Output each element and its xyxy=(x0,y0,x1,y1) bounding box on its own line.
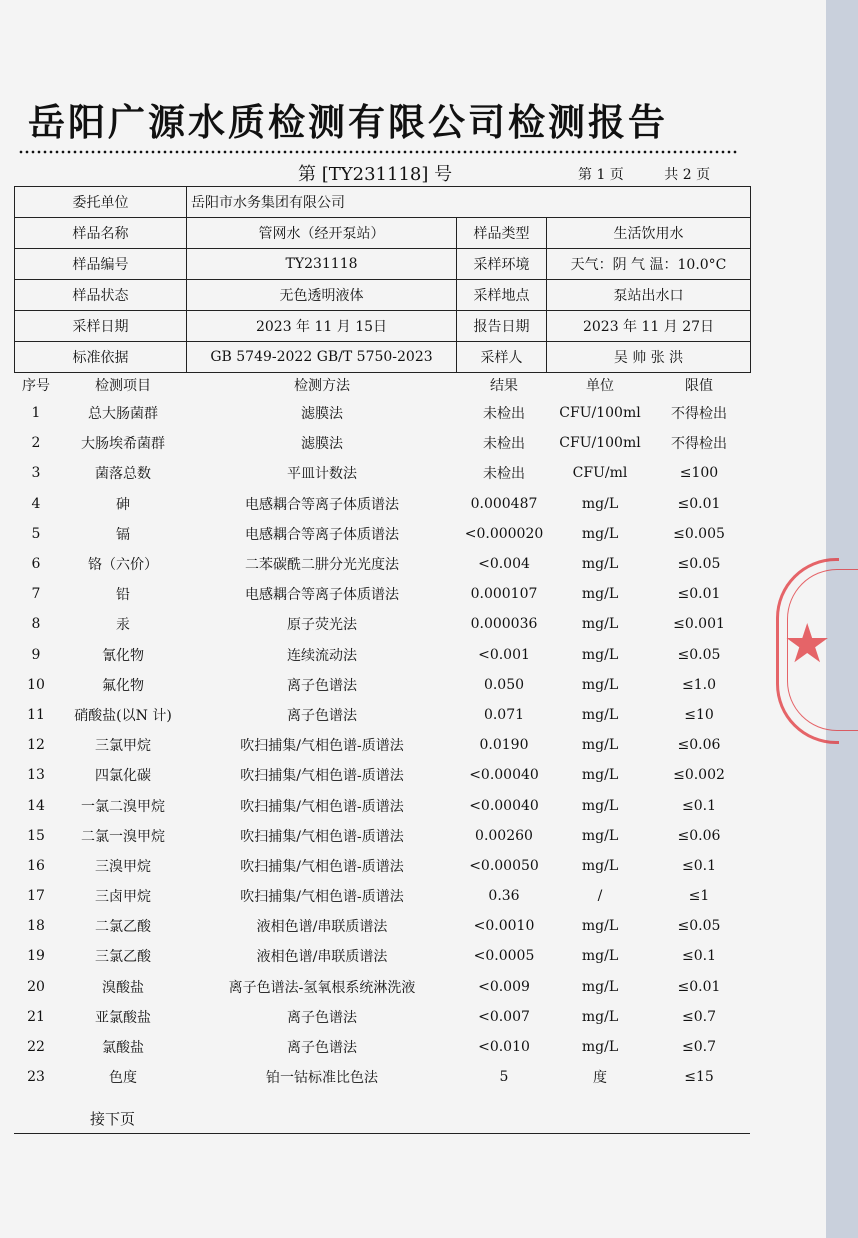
table-row xyxy=(14,760,750,790)
standard-label: 标准依据 xyxy=(15,342,187,373)
table-row xyxy=(14,489,750,519)
cell-item: 色度 xyxy=(109,1070,137,1087)
cell-unit: mg/L xyxy=(581,586,619,603)
cell-no: 23 xyxy=(27,1069,45,1086)
table-row xyxy=(14,730,750,760)
cell-result: <0.00040 xyxy=(469,767,539,784)
company-seal xyxy=(776,558,839,744)
cell-no: 8 xyxy=(31,616,41,633)
sample-info-table xyxy=(14,186,751,373)
cell-method: 吹扫捕集/气相色谱-质谱法 xyxy=(240,768,404,785)
cell-limit: ≤1 xyxy=(688,888,710,905)
cell-result: <0.001 xyxy=(478,646,530,663)
table-row xyxy=(14,790,750,820)
sample-type-value: 生活饮用水 xyxy=(547,218,751,249)
cell-method: 电感耦合等离子体质谱法 xyxy=(245,526,399,543)
cell-no: 19 xyxy=(27,948,45,965)
table-row xyxy=(14,881,750,911)
cell-no: 18 xyxy=(27,918,45,935)
cell-result: 未检出 xyxy=(483,466,525,483)
table-row xyxy=(14,428,750,458)
cell-limit: ≤100 xyxy=(679,465,719,482)
header-limit: 限值 xyxy=(685,378,713,394)
cell-no: 11 xyxy=(27,706,45,723)
table-row xyxy=(14,911,750,941)
cell-result: 0.00260 xyxy=(475,827,533,844)
results-body xyxy=(14,398,750,1092)
cell-limit: ≤0.06 xyxy=(677,827,721,844)
cell-no: 21 xyxy=(27,1008,45,1025)
cell-method: 离子色谱法-氢氧根系统淋洗液 xyxy=(228,979,416,996)
cell-result: <0.0005 xyxy=(473,948,535,965)
table-row xyxy=(14,549,750,579)
cell-unit: mg/L xyxy=(581,857,619,874)
table-row xyxy=(14,821,750,851)
cell-no: 1 xyxy=(31,405,41,422)
continued-note: 接下页 xyxy=(90,1110,136,1128)
sample-id-value: TY231118 xyxy=(187,249,457,280)
cell-no: 20 xyxy=(27,978,45,995)
cell-item: 硝酸盐(以N 计) xyxy=(74,707,172,724)
cell-no: 17 xyxy=(27,888,45,905)
cell-item: 氯酸盐 xyxy=(102,1040,144,1057)
sample-name-value: 管网水（经开泵站） xyxy=(187,218,457,249)
cell-method: 离子色谱法 xyxy=(287,707,357,724)
cell-unit: mg/L xyxy=(581,767,619,784)
cell-limit: 不得检出 xyxy=(671,436,727,453)
cell-method: 吹扫捕集/气相色谱-质谱法 xyxy=(240,738,404,755)
cell-unit: mg/L xyxy=(581,525,619,542)
cell-method: 离子色谱法 xyxy=(287,1040,357,1057)
cell-method: 原子荧光法 xyxy=(287,617,357,634)
cell-result: <0.010 xyxy=(478,1039,530,1056)
cell-limit: ≤15 xyxy=(684,1069,714,1086)
cell-limit: ≤0.1 xyxy=(682,797,716,814)
info-row-sample-name xyxy=(15,218,751,249)
cell-method: 电感耦合等离子体质谱法 xyxy=(245,587,399,604)
cell-limit: ≤0.05 xyxy=(677,646,721,663)
results-header-row xyxy=(14,372,750,398)
cell-result: 0.000107 xyxy=(470,586,538,603)
header-item: 检测项目 xyxy=(95,378,151,394)
bottom-rule xyxy=(14,1133,750,1134)
sample-id-label: 样品编号 xyxy=(15,249,187,280)
cell-method: 电感耦合等离子体质谱法 xyxy=(245,496,399,513)
cell-limit: ≤0.01 xyxy=(677,978,721,995)
cell-unit: mg/L xyxy=(581,1008,619,1025)
table-row xyxy=(14,670,750,700)
sampling-date-value: 2023 年 11 月 15日 xyxy=(187,311,457,342)
cell-item: 亚氯酸盐 xyxy=(95,1009,151,1026)
cell-result: 0.0190 xyxy=(479,737,529,754)
cell-item: 铅 xyxy=(116,587,130,604)
sample-name-label: 样品名称 xyxy=(15,218,187,249)
cell-method: 平皿计数法 xyxy=(287,466,357,483)
cell-limit: ≤0.1 xyxy=(682,857,716,874)
cell-method: 连续流动法 xyxy=(287,647,357,664)
cell-item: 氟化物 xyxy=(102,677,144,694)
table-row xyxy=(14,851,750,881)
cell-method: 离子色谱法 xyxy=(287,1009,357,1026)
table-row xyxy=(14,579,750,609)
table-row xyxy=(14,1002,750,1032)
page-info xyxy=(578,164,710,184)
cell-method: 吹扫捕集/气相色谱-质谱法 xyxy=(240,858,404,875)
cell-result: 0.000036 xyxy=(470,616,538,633)
table-row xyxy=(14,1032,750,1062)
cell-unit: mg/L xyxy=(581,918,619,935)
cell-no: 4 xyxy=(31,495,41,512)
cell-result: <0.009 xyxy=(478,978,530,995)
sampler-value: 吴 帅 张 洪 xyxy=(547,342,751,373)
sample-state-label: 样品状态 xyxy=(15,280,187,311)
cell-method: 吹扫捕集/气相色谱-质谱法 xyxy=(240,828,404,845)
table-row xyxy=(14,640,750,670)
client-label: 委托单位 xyxy=(15,187,187,218)
cell-no: 7 xyxy=(31,586,41,603)
cell-result: <0.007 xyxy=(478,1008,530,1025)
cell-result: <0.00040 xyxy=(469,797,539,814)
cell-result: 未检出 xyxy=(483,436,525,453)
cell-unit: mg/L xyxy=(581,797,619,814)
cell-limit: ≤0.005 xyxy=(673,525,725,542)
cell-limit: 不得检出 xyxy=(671,406,727,423)
cell-method: 离子色谱法 xyxy=(287,677,357,694)
table-row xyxy=(14,609,750,639)
cell-item: 镉 xyxy=(116,526,130,543)
cell-item: 一氯二溴甲烷 xyxy=(81,798,165,815)
cell-unit: CFU/100ml xyxy=(559,435,641,452)
cell-result: <0.0010 xyxy=(473,918,535,935)
table-row xyxy=(14,941,750,971)
cell-no: 3 xyxy=(31,465,41,482)
cell-no: 5 xyxy=(31,525,41,542)
cell-unit: / xyxy=(597,888,603,905)
sample-state-value: 无色透明液体 xyxy=(187,280,457,311)
cell-unit: CFU/100ml xyxy=(559,405,641,422)
cell-limit: ≤0.7 xyxy=(682,1008,716,1025)
cell-unit: mg/L xyxy=(581,495,619,512)
table-row xyxy=(14,458,750,488)
cell-no: 10 xyxy=(27,676,45,693)
cell-method: 液相色谱/串联质谱法 xyxy=(256,919,388,936)
cell-result: 0.050 xyxy=(483,676,525,693)
cell-unit: CFU/ml xyxy=(572,465,628,482)
cell-unit: mg/L xyxy=(581,1039,619,1056)
sampling-date-label: 采样日期 xyxy=(15,311,187,342)
cell-no: 2 xyxy=(31,435,41,452)
cell-result: <0.00050 xyxy=(469,857,539,874)
report-date-label: 报告日期 xyxy=(457,311,547,342)
sample-type-label: 样品类型 xyxy=(457,218,547,249)
cell-result: <0.000020 xyxy=(464,525,544,542)
page-current: 第 1 页 xyxy=(578,167,624,183)
cell-no: 13 xyxy=(27,767,45,784)
report-number: 第 [TY231118] 号 xyxy=(298,164,453,185)
cell-method: 二苯碳酰二肼分光光度法 xyxy=(245,557,399,574)
info-row-sample-id xyxy=(15,249,751,280)
cell-limit: ≤0.001 xyxy=(673,616,725,633)
info-row-dates xyxy=(15,311,751,342)
cell-unit: 度 xyxy=(593,1070,607,1087)
seal-star-icon: ★ xyxy=(783,612,832,675)
sampling-site-label: 采样地点 xyxy=(457,280,547,311)
cell-item: 铬（六价） xyxy=(88,557,158,574)
cell-unit: mg/L xyxy=(581,646,619,663)
cell-limit: ≤0.05 xyxy=(677,918,721,935)
table-row xyxy=(14,398,750,428)
cell-method: 滤膜法 xyxy=(301,406,343,423)
cell-limit: ≤0.1 xyxy=(682,948,716,965)
cell-unit: mg/L xyxy=(581,948,619,965)
cell-no: 15 xyxy=(27,827,45,844)
cell-item: 二氯一溴甲烷 xyxy=(81,828,165,845)
table-row xyxy=(14,519,750,549)
cell-unit: mg/L xyxy=(581,706,619,723)
cell-item: 溴酸盐 xyxy=(102,979,144,996)
report-date-value: 2023 年 11 月 27日 xyxy=(547,311,751,342)
cell-item: 三卤甲烷 xyxy=(95,889,151,906)
info-row-sample-state xyxy=(15,280,751,311)
cell-item: 三溴甲烷 xyxy=(95,858,151,875)
cell-method: 铂一钴标准比色法 xyxy=(266,1070,378,1087)
cell-limit: ≤0.002 xyxy=(673,767,725,784)
cell-result: 5 xyxy=(499,1069,509,1086)
cell-unit: mg/L xyxy=(581,556,619,573)
cell-item: 二氯乙酸 xyxy=(95,919,151,936)
cell-no: 16 xyxy=(27,857,45,874)
info-row-standard xyxy=(15,342,751,373)
cell-item: 四氯化碳 xyxy=(95,768,151,785)
cell-limit: ≤0.7 xyxy=(682,1039,716,1056)
cell-limit: ≤0.06 xyxy=(677,737,721,754)
cell-method: 吹扫捕集/气相色谱-质谱法 xyxy=(240,889,404,906)
table-row xyxy=(14,1062,750,1092)
cell-limit: ≤1.0 xyxy=(682,676,716,693)
sampling-site-value: 泵站出水口 xyxy=(547,280,751,311)
cell-unit: mg/L xyxy=(581,827,619,844)
info-row-client xyxy=(15,187,751,218)
cell-limit: ≤0.01 xyxy=(677,586,721,603)
cell-unit: mg/L xyxy=(581,737,619,754)
header-unit: 单位 xyxy=(586,378,614,394)
cell-result: 未检出 xyxy=(483,406,525,423)
cell-method: 滤膜法 xyxy=(301,436,343,453)
cell-item: 汞 xyxy=(116,617,130,634)
cell-result: 0.36 xyxy=(488,888,520,905)
cell-item: 氰化物 xyxy=(102,647,144,664)
cell-result: 0.000487 xyxy=(470,495,538,512)
header-no: 序号 xyxy=(22,378,50,394)
table-row xyxy=(14,700,750,730)
cell-no: 12 xyxy=(27,737,45,754)
report-title: 岳阳广源水质检测有限公司检测报告 xyxy=(28,101,668,144)
cell-no: 9 xyxy=(31,646,41,663)
header-result: 结果 xyxy=(490,378,518,394)
table-row xyxy=(14,972,750,1002)
sampling-env-label: 采样环境 xyxy=(457,249,547,280)
cell-item: 砷 xyxy=(116,496,130,513)
cell-limit: ≤0.01 xyxy=(677,495,721,512)
sampler-label: 采样人 xyxy=(457,342,547,373)
cell-item: 三氯乙酸 xyxy=(95,949,151,966)
cell-unit: mg/L xyxy=(581,676,619,693)
results-table xyxy=(14,372,750,1092)
cell-method: 吹扫捕集/气相色谱-质谱法 xyxy=(240,798,404,815)
title-divider xyxy=(18,150,738,154)
cell-no: 22 xyxy=(27,1039,45,1056)
cell-method: 液相色谱/串联质谱法 xyxy=(256,949,388,966)
cell-result: <0.004 xyxy=(478,556,530,573)
cell-item: 总大肠菌群 xyxy=(88,406,158,423)
standard-value: GB 5749-2022 GB/T 5750-2023 xyxy=(187,342,457,373)
page-total: 共 2 页 xyxy=(664,167,711,183)
cell-limit: ≤0.05 xyxy=(677,556,721,573)
sampling-env-value: 天气：阴 气 温：10.0°C xyxy=(547,249,751,280)
cell-no: 14 xyxy=(27,797,45,814)
cell-limit: ≤10 xyxy=(684,706,714,723)
cell-no: 6 xyxy=(31,556,41,573)
header-method: 检测方法 xyxy=(294,378,350,394)
cell-result: 0.071 xyxy=(483,706,525,723)
cell-item: 菌落总数 xyxy=(95,466,151,483)
cell-unit: mg/L xyxy=(581,616,619,633)
cell-item: 三氯甲烷 xyxy=(95,738,151,755)
cell-item: 大肠埃希菌群 xyxy=(81,436,165,453)
cell-unit: mg/L xyxy=(581,978,619,995)
client-value: 岳阳市水务集团有限公司 xyxy=(187,187,751,218)
